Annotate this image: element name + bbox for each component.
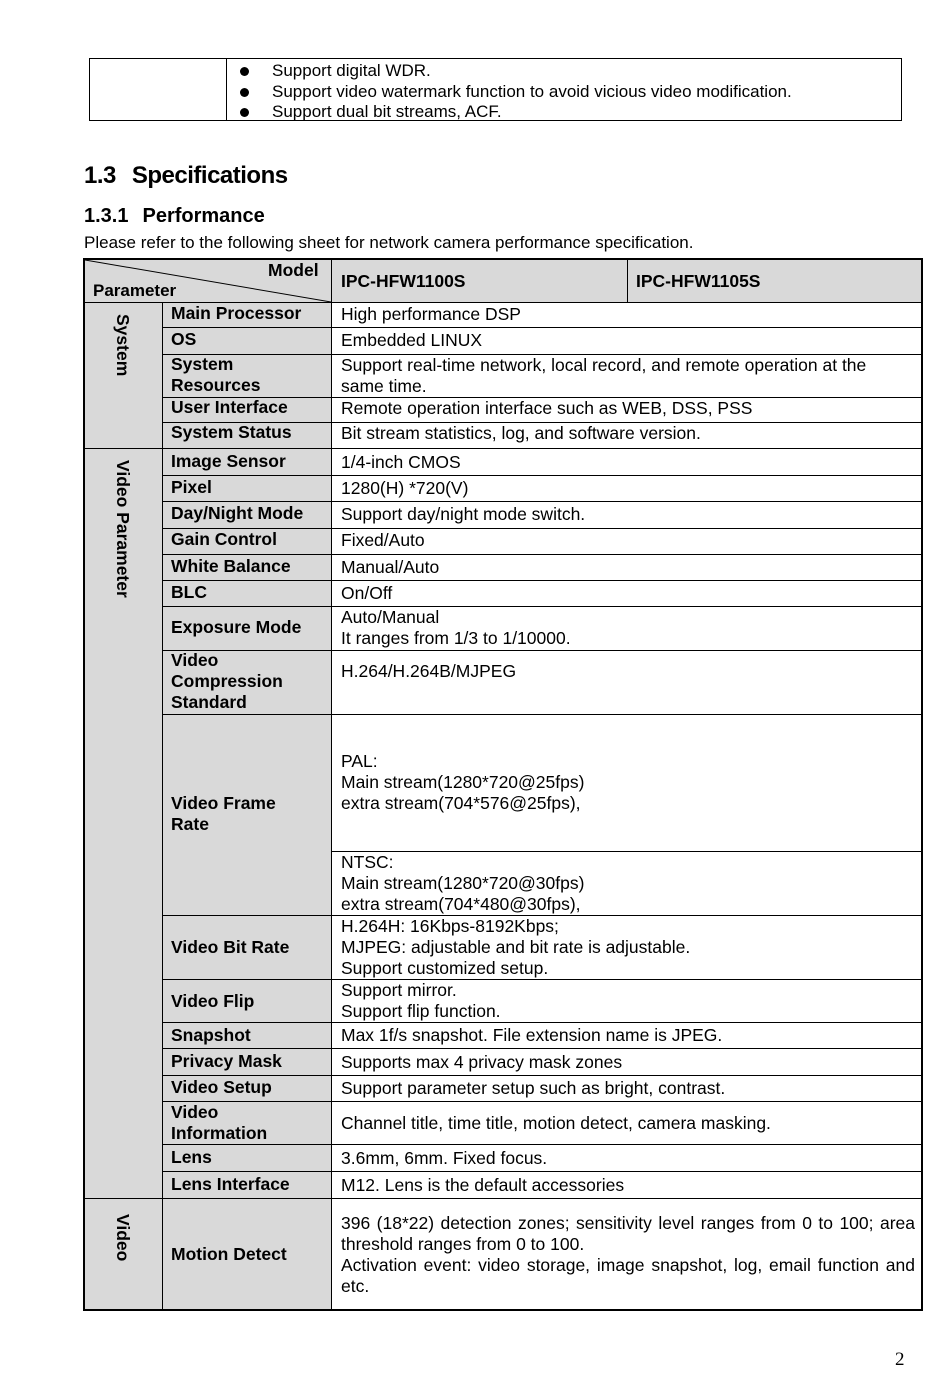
row-value: Support real-time network, local record, and remote operation at the same time. xyxy=(341,355,867,396)
row-label: Video Bit Rate xyxy=(171,937,290,957)
row-label: BLC xyxy=(171,582,207,602)
feature-bullet-list xyxy=(236,61,792,123)
feature-bullet xyxy=(236,102,792,123)
bullet-icon xyxy=(240,67,249,76)
row-label: White Balance xyxy=(171,556,291,576)
column-divider xyxy=(226,59,227,120)
row-line xyxy=(162,1144,921,1145)
model-ipc-hfw1100s: IPC-HFW1100S xyxy=(341,271,466,291)
row-value: H.264/H.264B/MJPEG xyxy=(341,661,517,681)
row-label: Lens Interface xyxy=(171,1174,290,1194)
feature-continuation-table xyxy=(89,58,902,121)
row-line xyxy=(162,475,921,476)
row-value: Bit stream statistics, log, and software version. xyxy=(341,423,701,443)
row-value: Auto/Manual It ranges from 1/3 to 1/10000. xyxy=(341,607,571,648)
row-value: 3.6mm, 6mm. Fixed focus. xyxy=(341,1148,548,1168)
row-line xyxy=(162,1171,921,1172)
row-label: Main Processor xyxy=(171,303,302,323)
row-line xyxy=(162,580,921,581)
row-value: High performance DSP xyxy=(341,304,521,324)
row-label: Video Frame Rate xyxy=(171,793,276,834)
row-value: Fixed/Auto xyxy=(341,530,425,550)
row-label: Video Compression Standard xyxy=(171,650,283,712)
row-label: Video Information xyxy=(171,1102,268,1143)
row-label: Video Setup xyxy=(171,1077,272,1097)
row-value: Remote operation interface such as WEB, DSS, PSS xyxy=(341,398,753,418)
row-value: Support day/night mode switch. xyxy=(341,504,586,524)
row-line xyxy=(162,1022,921,1023)
row-value: Manual/Auto xyxy=(341,557,440,577)
row-value: 1280(H) *720(V) xyxy=(341,478,469,498)
row-label: Snapshot xyxy=(171,1025,251,1045)
row-line xyxy=(162,714,921,715)
row-line xyxy=(162,1075,921,1076)
row-label: System Resources xyxy=(171,354,261,395)
page-number: 2 xyxy=(895,1349,905,1370)
feature-bullet xyxy=(236,61,792,82)
section-heading xyxy=(84,162,288,190)
row-value: 1/4-inch CMOS xyxy=(341,452,461,472)
group-label-video: Video xyxy=(113,1214,133,1262)
row-label: Image Sensor xyxy=(171,451,286,471)
feature-bullet xyxy=(236,82,792,103)
subsection-number: 1.3.1 xyxy=(84,205,129,227)
row-value: Support parameter setup such as bright, contrast. xyxy=(341,1078,726,1098)
row-line xyxy=(162,979,921,980)
row-label: User Interface xyxy=(171,397,288,417)
row-label: OS xyxy=(171,329,197,349)
label-col-divider xyxy=(331,260,332,1309)
model-ipc-hfw1105s: IPC-HFW1105S xyxy=(636,271,761,291)
row-value: PAL: Main stream(1280*720@25fps) extra stream(704*576@25fps), xyxy=(341,751,585,813)
bullet-text: Support video watermark function to avoid vicious video modification. xyxy=(272,81,792,101)
row-value: Max 1f/s snapshot. File extension name is JPEG. xyxy=(341,1025,723,1045)
row-line xyxy=(162,1048,921,1049)
row-line xyxy=(162,327,921,328)
row-line xyxy=(162,501,921,502)
group-label-video-parameter: Video Parameter xyxy=(113,460,133,598)
performance-spec-table xyxy=(83,258,923,1311)
row-label: Gain Control xyxy=(171,529,277,549)
intro-text: Please refer to the following sheet for network camera performance specification. xyxy=(84,233,694,252)
row-value: Supports max 4 privacy mask zones xyxy=(341,1052,623,1072)
header-col-divider xyxy=(627,260,628,302)
subsection-heading xyxy=(84,205,265,228)
row-label: Day/Night Mode xyxy=(171,503,304,523)
row-label: Privacy Mask xyxy=(171,1051,282,1071)
row-label: Pixel xyxy=(171,477,212,497)
group-separator xyxy=(85,448,921,449)
row-value: NTSC: Main stream(1280*720@30fps) extra stream(704*480@30fps), xyxy=(341,852,585,914)
row-label: Video Flip xyxy=(171,991,255,1011)
row-label: Motion Detect xyxy=(171,1244,287,1264)
row-value: Embedded LINUX xyxy=(341,330,483,350)
bullet-text: Support digital WDR. xyxy=(272,61,431,80)
bullet-icon xyxy=(240,108,249,117)
row-value: Channel title, time title, motion detect, camera masking. xyxy=(341,1113,771,1133)
group-label-system: System xyxy=(113,314,133,377)
row-value: 396 (18*22) detection zones; sensitivity level ranges from 0 to 100; area threshold ranges from 0 to 100. Activation event: video storage, image snapshot, log, email function and etc. xyxy=(341,1213,915,1296)
row-label: System Status xyxy=(171,422,292,442)
row-value: H.264H: 16Kbps-8192Kbps; MJPEG: adjustable and bit rate is adjustable. Support customized setup. xyxy=(341,916,691,978)
bullet-icon xyxy=(240,88,249,97)
row-value: On/Off xyxy=(341,583,393,603)
row-value: Support mirror. Support flip function. xyxy=(341,980,501,1021)
row-line xyxy=(162,554,921,555)
header-parameter-label: Parameter xyxy=(93,281,177,300)
row-label: Lens xyxy=(171,1147,212,1167)
header-model-label: Model xyxy=(268,260,319,280)
bullet-text: Support dual bit streams, ACF. xyxy=(272,102,502,121)
group-separator xyxy=(85,1198,921,1199)
row-value: M12. Lens is the default accessories xyxy=(341,1175,625,1195)
subsection-title: Performance xyxy=(142,205,265,227)
section-number: 1.3 xyxy=(84,162,116,189)
row-label: Exposure Mode xyxy=(171,617,302,637)
section-title: Specifications xyxy=(131,162,288,189)
group-col-divider xyxy=(162,302,163,1309)
